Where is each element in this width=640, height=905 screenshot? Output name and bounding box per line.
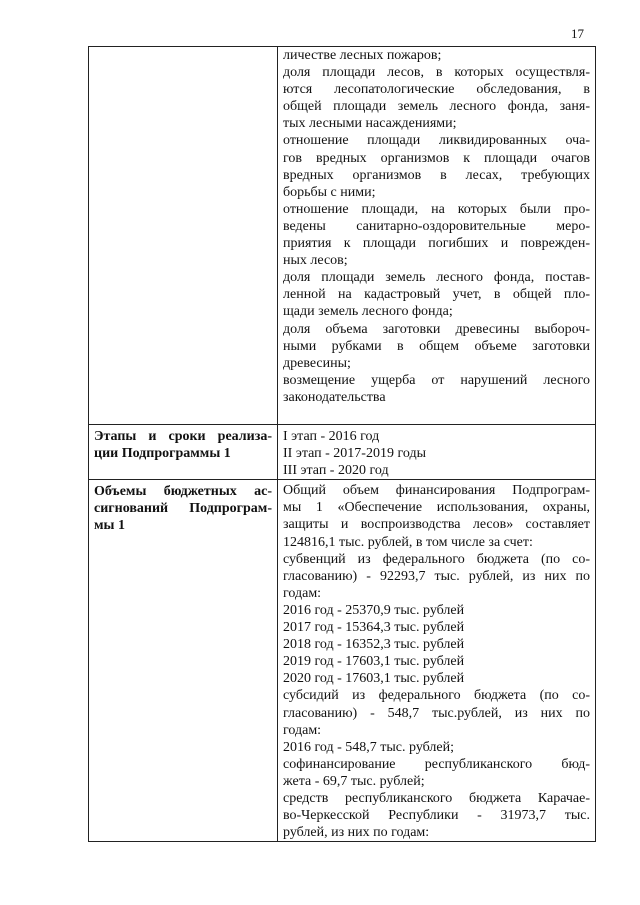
row-content-line: борьбы с ними; xyxy=(283,184,376,200)
row-content-line: ленной на кадастровый учет, в общей пло- xyxy=(283,287,590,303)
row-content-line: средств республиканского бюджета Карачае- xyxy=(283,790,590,806)
row-label-cell xyxy=(89,47,278,425)
row-content-cell xyxy=(278,425,596,480)
row-content-line: ются лесопатологические обследования, в xyxy=(283,82,590,98)
row-content-line: доля площади лесов, в которых осуществля- xyxy=(283,65,590,81)
table-row xyxy=(89,480,596,842)
row-content-line: общей площади земель лесного фонда, заня- xyxy=(283,99,590,115)
row-label-line: Объемы бюджетных ас- xyxy=(94,484,272,500)
row-content-line: II этап - 2017-2019 годы xyxy=(283,446,426,462)
row-content-line: I этап - 2016 год xyxy=(283,429,380,444)
row-content-line: приятия к площади погибших и поврежден- xyxy=(283,236,590,252)
row-content-line: гов вредных организмов к площади очагов xyxy=(283,150,590,166)
row-content-line: вредных организмов в лесах, требующих xyxy=(283,167,590,183)
row-content-line: 2017 год - 15364,3 тыс. рублей xyxy=(283,620,465,636)
row-content-line: во-Черкесской Республики - 31973,7 тыс. xyxy=(283,808,590,824)
row-content-line: жета - 69,7 тыс. рублей; xyxy=(283,773,425,789)
row-content-line: Общий объем финансирования Подпрограм- xyxy=(283,483,590,499)
row-content-line: щади земель лесного фонда; xyxy=(283,304,453,320)
row-content-line: ными рубками в общем объеме заготовки xyxy=(283,338,590,354)
row-content-line: рублей, из них по годам: xyxy=(283,825,430,841)
row-content-cell xyxy=(278,480,596,842)
row-content-line: годам: xyxy=(283,585,322,601)
row-content-line: отношение площади, на которых были про- xyxy=(283,201,590,217)
row-content-line: личестве лесных пожаров; xyxy=(283,48,442,63)
row-label-line: Этапы и сроки реализа- xyxy=(94,429,272,444)
row-content-line: древесины; xyxy=(283,355,351,371)
row-content-line: доля объема заготовки древесины выбороч- xyxy=(283,321,590,337)
row-label-cell xyxy=(89,425,278,480)
row-label-cell xyxy=(89,480,278,842)
row-content-line: доля площади земель лесного фонда, постав- xyxy=(283,270,590,286)
row-content-line: III этап - 2020 год xyxy=(283,463,389,479)
row-content-line: гласованию) - 92293,7 тыс. рублей, из них по xyxy=(283,568,590,584)
program-table xyxy=(88,46,596,842)
row-content-line: законодательства xyxy=(283,389,386,405)
row-content-line: возмещение ущерба от нарушений лесного xyxy=(283,372,590,388)
row-content-line: годам: xyxy=(283,722,322,738)
row-content-line: софинансирование республиканского бюд- xyxy=(283,756,590,772)
row-content-line: 124816,1 тыс. рублей, в том числе за счет: xyxy=(283,534,533,550)
table-row xyxy=(89,425,596,480)
row-content-line: ведены санитарно-оздоровительные меро- xyxy=(283,218,590,234)
row-content-line: 2020 год - 17603,1 тыс. рублей xyxy=(283,671,465,687)
table-row xyxy=(89,47,596,425)
row-content-cell xyxy=(278,47,596,425)
row-content-line: тых лесными насаждениями; xyxy=(283,116,457,132)
row-content-line: мы 1 «Обеспечение использования, охраны, xyxy=(283,500,590,516)
row-content-line: 2016 год - 548,7 тыс. рублей; xyxy=(283,739,455,755)
row-label-line: мы 1 xyxy=(94,518,125,534)
row-content-line: гласованию) - 548,7 тыс.рублей, из них по xyxy=(283,705,590,721)
page-number: 17 xyxy=(571,26,584,41)
row-content-line: субвенций из федерального бюджета (по со- xyxy=(283,551,590,567)
row-content-line: защиты и воспроизводства лесов» составляет xyxy=(283,517,590,533)
row-content-line: 2018 год - 16352,3 тыс. рублей xyxy=(283,637,465,653)
row-content-line: субсидий из федерального бюджета (по со- xyxy=(283,688,590,704)
row-content-line: 2019 год - 17603,1 тыс. рублей xyxy=(283,654,465,670)
row-content-line: 2016 год - 25370,9 тыс. рублей xyxy=(283,602,465,618)
row-content-line: ных лесов; xyxy=(283,253,348,269)
row-label-line: сигнований Подпрограм- xyxy=(94,501,272,517)
row-content-line: отношение площади ликвидированных оча- xyxy=(283,133,590,149)
row-label-line: ции Подпрограммы 1 xyxy=(94,446,231,461)
